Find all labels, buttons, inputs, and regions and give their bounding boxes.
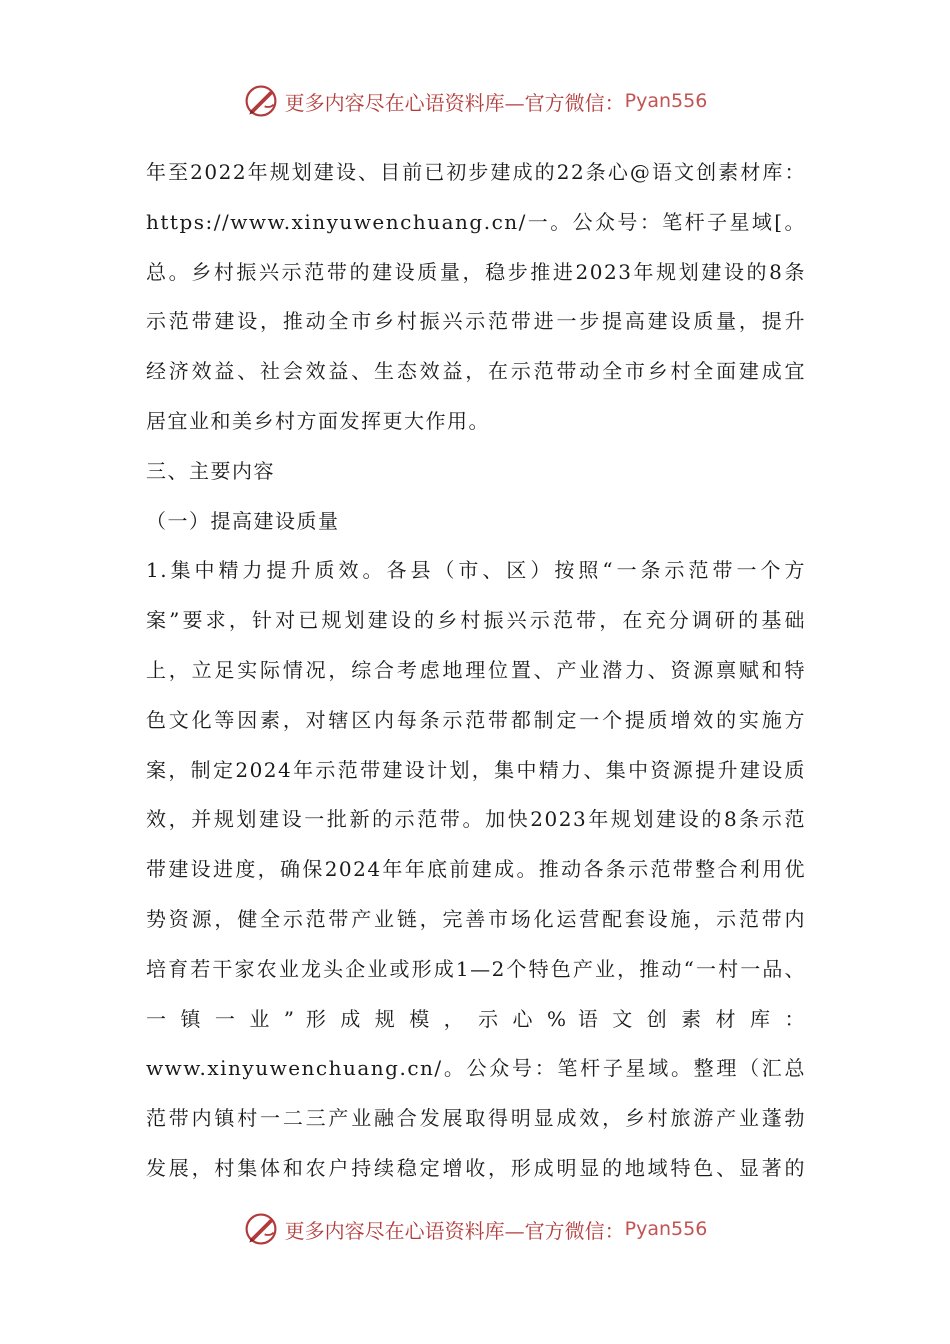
watermark-banner-top — [0, 78, 950, 124]
text-line: 经济效益、社会效益、生态效益，在示范带动全市乡村全面建成宜 — [146, 359, 806, 384]
text-line: 年至2022年规划建设、目前已初步建成的22条心@语文创素材库： — [146, 160, 806, 184]
text-line: 总。乡村振兴示范带的建设质量，稳步推进2023年规划建设的8条 — [146, 259, 806, 284]
text-line: 带建设进度，确保2024年年底前建成。推动各条示范带整合利用优 — [146, 857, 806, 882]
pen-logo-icon — [243, 1211, 279, 1247]
watermark-banner-bottom — [0, 1206, 950, 1252]
watermark-wechat-id: Pyan556 — [624, 90, 708, 112]
text-line: 一 镇 一 业 ” 形 成 规 模 ， 示 心 % 语 文 创 素 材 库 ： — [146, 1006, 806, 1031]
section-heading: 三、主要内容 — [146, 458, 275, 483]
pen-logo-icon — [243, 83, 279, 119]
watermark-text: 更多内容尽在心语资料库—官方微信： — [284, 1218, 625, 1243]
document-body — [146, 148, 806, 1194]
text-line: 示范带建设，推动全市乡村振兴示范带进一步提高建设质量，提升 — [146, 309, 806, 334]
watermark-text: 更多内容尽在心语资料库—官方微信： — [284, 90, 625, 115]
text-line: https://www.xinyuwenchuang.cn/一。公众号：笔杆子星域[。 — [146, 209, 806, 234]
text-line: 上，立足实际情况，综合考虑地理位置、产业潜力、资源禀赋和特 — [146, 657, 806, 682]
text-line: 范带内镇村一二三产业融合发展取得明显成效，乡村旅游产业蓬勃 — [146, 1106, 806, 1131]
text-line: 色文化等因素，对辖区内每条示范带都制定一个提质增效的实施方 — [146, 707, 806, 732]
watermark-wechat-id: Pyan556 — [624, 1218, 708, 1240]
subsection-heading: （一）提高建设质量 — [146, 508, 340, 533]
text-line: 效，并规划建设一批新的示范带。加快2023年规划建设的8条示范 — [146, 807, 806, 832]
text-line: 居宜业和美乡村方面发挥更大作用。 — [146, 408, 490, 433]
text-line: 培育若干家农业龙头企业或形成1—2个特色产业，推动“一村一品、 — [146, 956, 806, 981]
text-line: 案”要求，针对已规划建设的乡村振兴示范带，在充分调研的基础 — [146, 608, 806, 633]
text-line: www.xinyuwenchuang.cn/。公众号：笔杆子星域。整理（汇总 — [146, 1056, 806, 1081]
text-line: 势资源，健全示范带产业链，完善市场化运营配套设施，示范带内 — [146, 906, 806, 931]
text-line: 1.集中精力提升质效。各县（市、区）按照“一条示范带一个方 — [146, 558, 806, 583]
text-line: 案，制定2024年示范带建设计划，集中精力、集中资源提升建设质 — [146, 757, 806, 782]
text-line: 发展，村集体和农户持续稳定增收，形成明显的地域特色、显著的 — [146, 1155, 806, 1180]
